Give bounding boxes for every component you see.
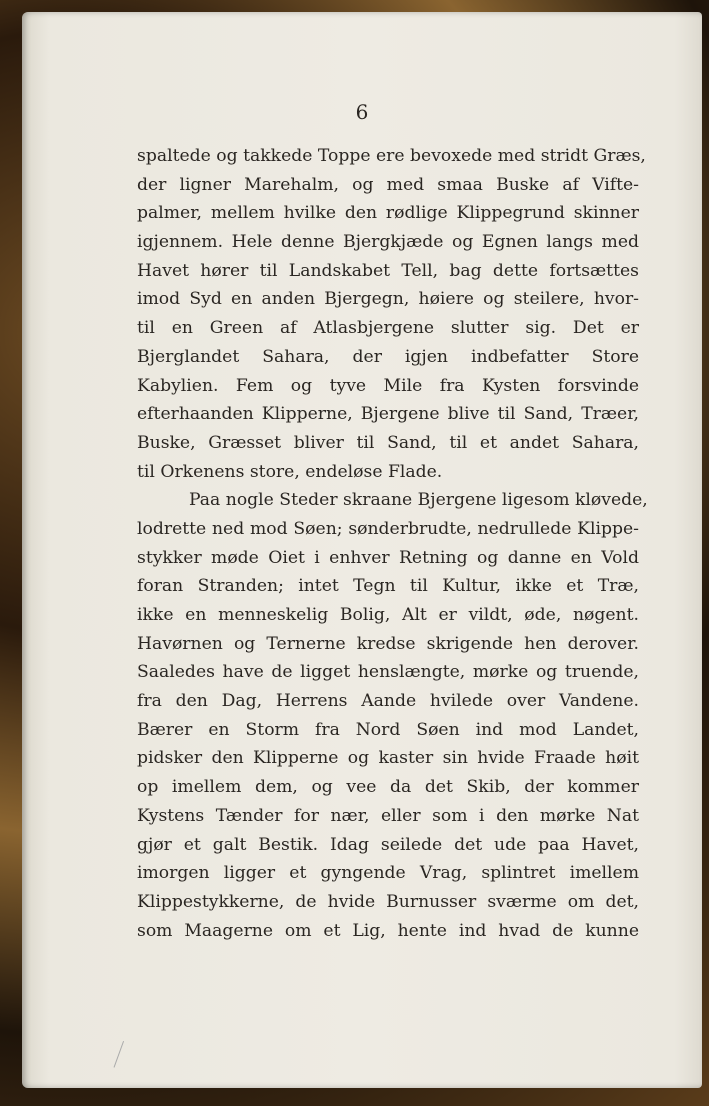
text-line: Kystens Tænder for nær, eller som i den mørke Nat — [137, 805, 639, 826]
text-line: som Maagerne om et Lig, hente ind hvad de kunne — [137, 920, 639, 941]
text-line: der ligner Marehalm, og med smaa Buske af Vifte- — [137, 174, 639, 195]
text-line: fra den Dag, Herrens Aande hvilede over Vandene. — [137, 691, 639, 712]
text-line: Paa nogle Steder skraane Bjergene ligesom kløvede, — [189, 490, 648, 511]
text-line: Klippestykkerne, de hvide Burnusser sværme om det, — [137, 891, 639, 912]
text-line: til Orkenens store, endeløse Flade. — [137, 461, 443, 482]
text-line: palmer, mellem hvilke den rødlige Klippegrund skinner — [137, 203, 639, 224]
text-line: spaltede og takkede Toppe ere bevoxede med stridt Græs, — [137, 146, 646, 166]
text-line: foran Stranden; intet Tegn til Kultur, ikke et Træ, — [137, 576, 639, 597]
text-line: igjennem. Hele denne Bjergkjæde og Egnen langs med — [137, 232, 639, 253]
text-line: Buske, Græsset bliver til Sand, til et andet Sahara, — [137, 432, 639, 453]
text-line: pidsker den Klipperne og kaster sin hvide Fraade høit — [137, 748, 639, 769]
text-line: imorgen ligger et gyngende Vrag, splintret imellem — [137, 863, 639, 884]
text-line: efterhaanden Klipperne, Bjergene blive til Sand, Træer, — [137, 404, 639, 425]
text-line: Bærer en Storm fra Nord Søen ind mod Landet, — [137, 719, 639, 740]
text-line: Havet hører til Landskabet Tell, bag dette fortsættes — [137, 260, 639, 281]
text-line: stykker møde Oiet i enhver Retning og danne en Vold — [137, 547, 639, 568]
text-line: Saaledes have de ligget henslængte, mørke og truende, — [137, 662, 639, 683]
text-line: ikke en menneskelig Bolig, Alt er vildt, øde, nøgent. — [137, 605, 639, 625]
body-text — [137, 142, 648, 945]
text-line: Bjerglandet Sahara, der igjen indbefatter Store — [137, 346, 639, 367]
book-page — [22, 12, 702, 1088]
text-line: op imellem dem, og vee da det Skib, der kommer — [137, 777, 639, 798]
text-line: gjør et galt Bestik. Idag seilede det ude paa Havet, — [137, 834, 639, 855]
text-line: Kabylien. Fem og tyve Mile fra Kysten forsvinde — [137, 375, 639, 396]
page-number: 6 — [355, 100, 369, 124]
text-line: lodrette ned mod Søen; sønderbrudte, nedrullede Klippe- — [137, 518, 639, 539]
text-line: til en Green af Atlasbjergene slutter sig. Det er — [137, 318, 639, 339]
pencil-mark — [114, 1041, 134, 1071]
text-line: Havørnen og Ternerne kredse skrigende hen derover. — [137, 633, 639, 654]
text-line: imod Syd en anden Bjergegn, høiere og steilere, hvor- — [137, 289, 639, 310]
